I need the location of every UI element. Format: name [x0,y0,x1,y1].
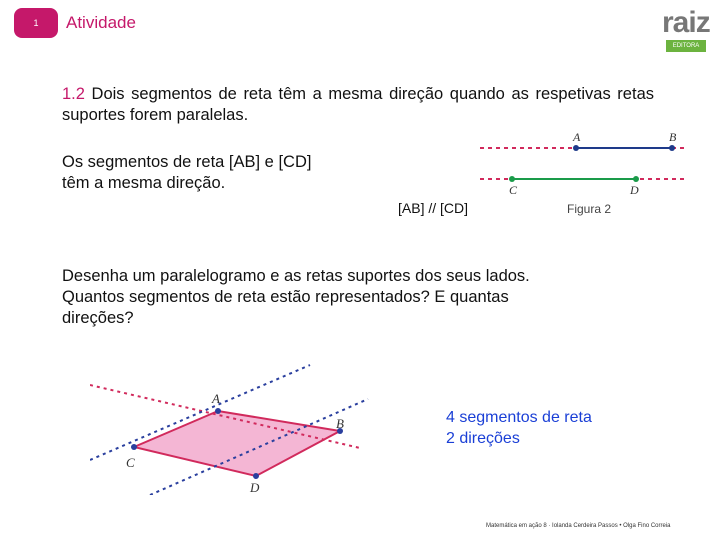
point-a [573,145,579,151]
task-line-3: direções? [62,309,134,327]
figure-3-parallelogram [90,355,370,495]
label-b: B [336,416,344,431]
figure-caption: Figura 2 [567,202,612,216]
task-paragraph [62,266,654,329]
example-line-1: Os segmentos de reta [AB] e [CD] [62,153,312,171]
label-d: D [630,183,639,197]
parallelogram [134,411,340,476]
label-d: D [250,480,260,495]
label-a: A [212,391,220,406]
point-c [131,444,137,450]
definition-text: Dois segmentos de reta têm a mesma direção quando as respetivas retas suportes forem paralelas. [62,85,654,124]
task-line-2: Quantos segmentos de reta estão representados? E quantas [62,288,509,306]
point-c [509,176,515,182]
raiz-logo [662,8,710,60]
logo-subtext: EDITORA [666,40,706,52]
header-title: Atividade [66,13,136,32]
example-line-2: têm a mesma direção. [62,174,226,192]
parallel-notation: [AB] // [CD] [398,200,469,216]
figure-2-parallel-segments [472,128,692,223]
point-a [215,408,221,414]
point-b [669,145,675,151]
answer-box [446,407,592,449]
label-a: A [573,130,581,144]
footer-credit: Matemática em ação 8 · Iolanda Cerdeira Passos • Olga Fino Correia [486,523,671,529]
label-b: B [669,130,677,144]
task-line-1: Desenha um paralelogramo e as retas suportes dos seus lados. [62,267,530,285]
definition-paragraph [62,84,654,126]
example-paragraph [62,152,382,194]
activity-number: 1 [33,18,39,28]
answer-line-1: 4 segmentos de reta [446,409,592,426]
activity-number-badge [14,8,58,38]
point-d [633,176,639,182]
point-d [253,473,259,479]
item-number: 1.2 [62,85,85,103]
label-c: C [509,183,518,197]
answer-line-2: 2 direções [446,430,520,447]
logo-text: raiz [662,6,710,39]
label-c: C [126,455,135,470]
